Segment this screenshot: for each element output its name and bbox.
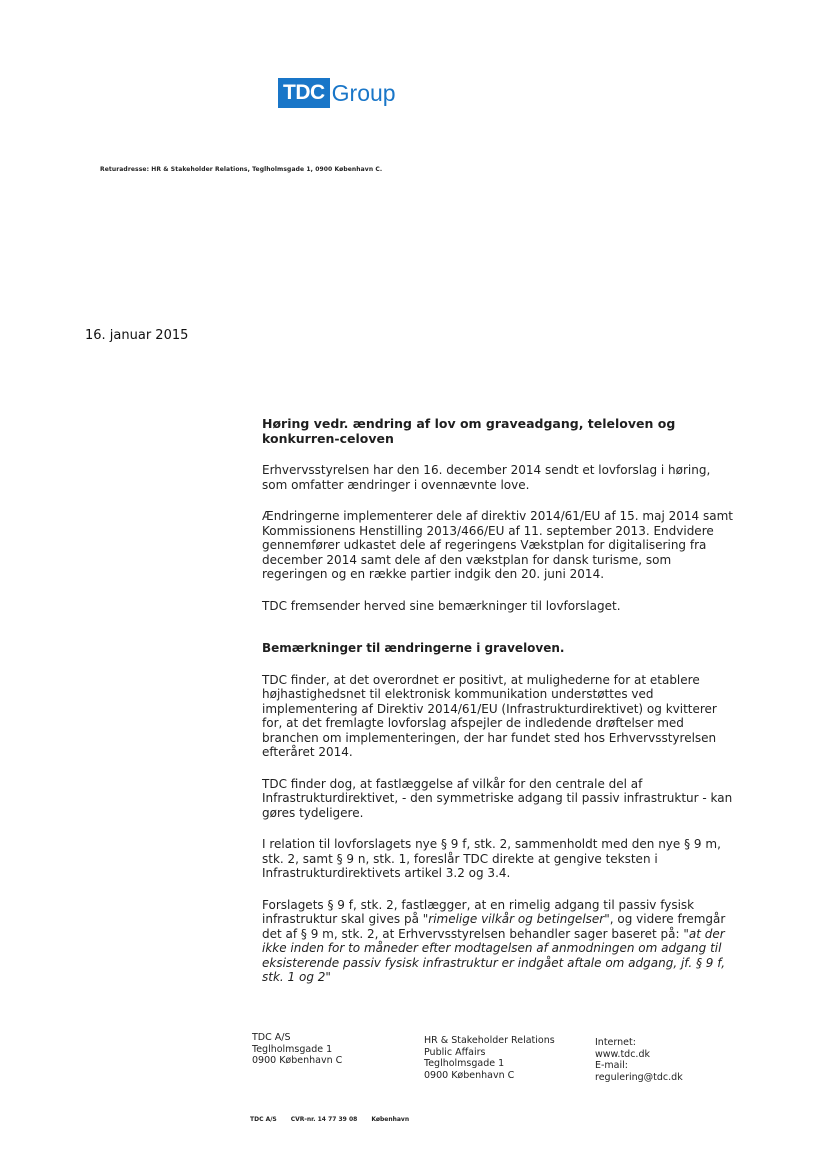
letter-body [262,416,737,1002]
footer-website[interactable]: www.tdc.dk [595,1048,650,1060]
logo-box: TDC [278,78,330,108]
footer-line: TDC A/S [252,1032,291,1043]
paragraph-7 [262,898,737,985]
bottom-cvr: CVR-nr. 14 77 39 08 [290,1116,358,1123]
tdc-group-logo [278,78,396,108]
p7-quote-2: "at der ikke inden for to måneder efter modtagelsen af anmodningen om adgang til eksisterende passiv fysisk infrastruktur er indgået aftale om adgang, jf. § 9 f, stk. 1 og 2" [262,926,726,984]
paragraph-5: TDC finder dog, at fastlæggelse af vilkår for den centrale del af Infrastrukturdirektivet, - den symmetriske adgang til passiv infrastruktur - kan gøres tydeligere. [262,776,733,820]
p7-text-a: Forslagets § 9 f, stk. 2, fastlægger, at en rimelig adgang til passiv fysisk infrastruktur skal gives på [262,897,695,926]
bottom-company-line [250,1116,409,1123]
footer-email[interactable]: regulering@tdc.dk [595,1071,683,1083]
letter-title: Høring vedr. ændring af lov om graveadgang, teleloven og konkurren-celoven [262,416,676,446]
footer-department [424,1035,555,1081]
section-heading: Bemærkninger til ændringerne i graveloven. [262,641,565,655]
footer-company [252,1032,342,1067]
paragraph-3: TDC fremsender herved sine bemærkninger til lovforslaget. [262,598,621,613]
footer-line: Public Affairs [424,1046,486,1058]
paragraph-6: I relation til lovforslagets nye § 9 f, stk. 2, sammenholdt med den nye § 9 m, stk. 2, samt § 9 n, stk. 1, foreslår TDC direkte at gengive teksten i Infrastrukturdirektivets artikel 3.2 og 3.4. [262,837,721,880]
logo-word: Group [331,79,396,106]
paragraph-1: Erhvervsstyrelsen har den 16. december 2014 sendt et lovforslag i høring, som omfatter ændringer i ovennævnte love. [262,463,711,492]
footer-line: 0900 København C [424,1069,515,1081]
footer-line: 0900 København C [252,1055,343,1066]
paragraph-4: TDC finder, at det overordnet er positivt, at mulighederne for at etablere højhastighedsnet til elektronisk kommunikation understøttes ved implementering af Direktiv 2014/61/EU (Infrastrukturdirektivet) og kvitterer for, at det fremlagte lovforslag afspejler de indledende drøftelser med branchen om implementeringen, der har fundet sted hos Erhvervsstyrelsen efteråret 2014. [262,672,717,759]
return-address: Returadresse: HR & Stakeholder Relations, Teglholmsgade 1, 0900 København C. [100,166,383,173]
bottom-city: København [371,1116,410,1123]
footer-line: Teglholmsgade 1 [252,1043,333,1055]
letter-date: 16. januar 2015 [85,328,189,343]
footer-line: Teglholmsgade 1 [424,1058,505,1069]
paragraph-2: Ændringerne implementerer dele af direktiv 2014/61/EU af 15. maj 2014 samt Kommissionens Henstilling 2013/466/EU af 11. september 2013. Endvidere gennemfører udkastet dele af regeringens Vækstplan for digitalisering fra december 2014 samt dele af den vækstplan for dansk turisme, som regeringen og en række partier indgik den 20. juni 2014. [262,509,733,581]
p7-text-b: , og videre fremgår det af § 9 m, stk. 2, at Erhvervsstyrelsen behandler sager baseret på: [262,912,726,941]
p7-quote-1: "rimelige vilkår og betingelser" [422,912,610,926]
footer-line: Internet: [595,1037,636,1048]
footer-line: HR & Stakeholder Relations [424,1035,555,1046]
footer-contact [595,1037,683,1083]
bottom-company: TDC A/S [250,1116,277,1123]
footer-line: E-mail: [595,1060,628,1071]
